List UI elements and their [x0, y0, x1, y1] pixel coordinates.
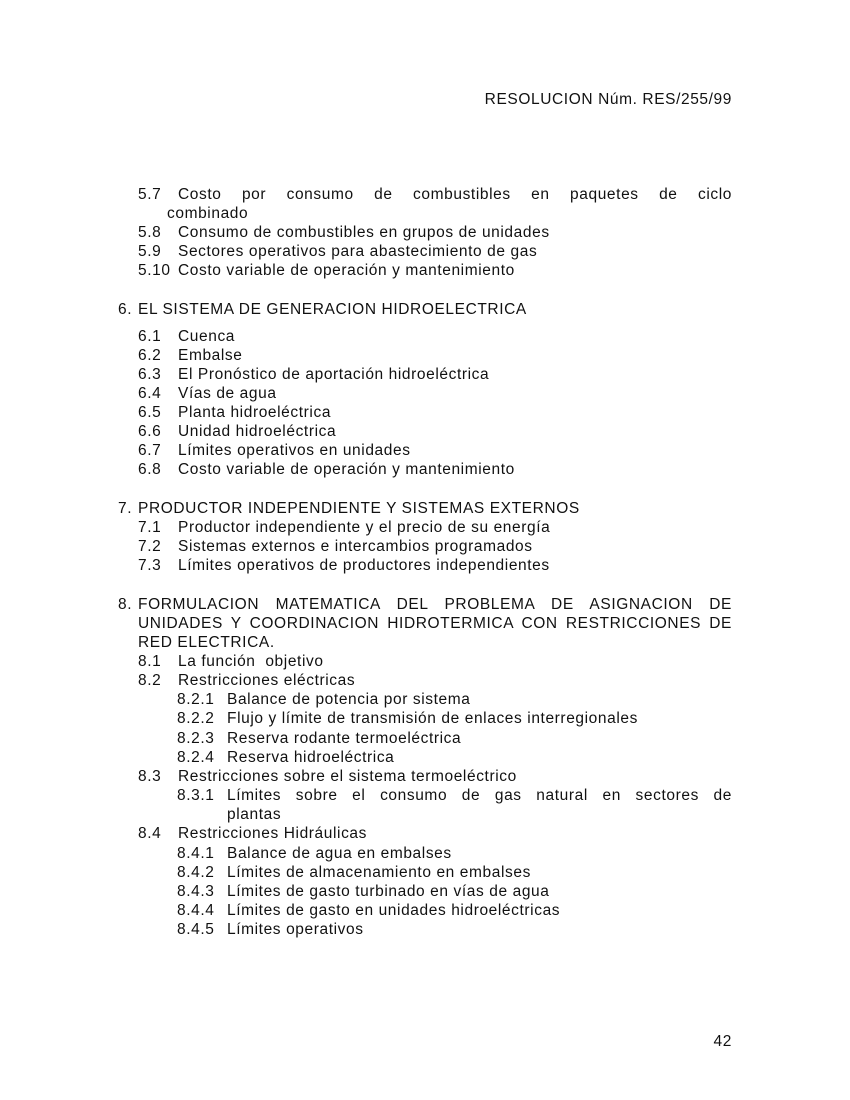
toc-number-8-3-1: 8.3.1 [177, 787, 215, 804]
toc-number-6: 6. [118, 301, 133, 318]
toc-entry-8-2: Restricciones eléctricas [178, 672, 356, 689]
toc-entry-8-3: Restricciones sobre el sistema termoeléctrico [178, 768, 517, 785]
toc-entry-6-7: Límites operativos en unidades [178, 442, 411, 459]
toc-number-8-3: 8.3 [138, 768, 162, 785]
toc-number-7-3: 7.3 [138, 557, 162, 574]
toc-entry-7-3: Límites operativos de productores independientes [178, 557, 550, 574]
toc-number-6-7: 6.7 [138, 442, 162, 459]
toc-entry-8-4-4: Límites de gasto en unidades hidroeléctricas [227, 902, 561, 919]
toc-number-8-2-4: 8.2.4 [177, 749, 215, 766]
toc-entry-8-4: Restricciones Hidráulicas [178, 825, 368, 842]
page-number: 42 [713, 1033, 732, 1050]
toc-entry-6-5: Planta hidroeléctrica [178, 404, 332, 421]
toc-entry-8-4-5: Límites operativos [227, 921, 364, 938]
toc-number-6-2: 6.2 [138, 347, 162, 364]
toc-number-8: 8. [118, 596, 133, 613]
toc-number-7-2: 7.2 [138, 538, 162, 555]
toc-entry-5-7-line1: Costo por consumo de combustibles en paquetes de ciclo [178, 186, 732, 203]
toc-entry-8-2-3: Reserva rodante termoeléctrica [227, 730, 462, 747]
toc-section-6-title: EL SISTEMA DE GENERACION HIDROELECTRICA [138, 301, 527, 318]
toc-entry-8-1: La función objetivo [178, 653, 324, 670]
toc-entry-5-9: Sectores operativos para abastecimiento de gas [178, 243, 538, 260]
toc-number-5-7: 5.7 [138, 186, 162, 203]
toc-number-8-2-1: 8.2.1 [177, 691, 215, 708]
toc-entry-8-4-2: Límites de almacenamiento en embalses [227, 864, 531, 881]
toc-entry-8-3-1-line2: plantas [227, 806, 282, 823]
toc-number-5-10: 5.10 [138, 262, 171, 279]
toc-number-6-5: 6.5 [138, 404, 162, 421]
toc-number-7-1: 7.1 [138, 519, 162, 536]
toc-number-8-4-5: 8.4.5 [177, 921, 215, 938]
toc-section-7-title: PRODUCTOR INDEPENDIENTE Y SISTEMAS EXTERNOS [138, 500, 580, 517]
toc-number-8-4-2: 8.4.2 [177, 864, 215, 881]
toc-entry-8-3-1-line1: Límites sobre el consumo de gas natural en sectores de [227, 787, 732, 804]
toc-entry-6-6: Unidad hidroeléctrica [178, 423, 337, 440]
toc-entry-8-2-4: Reserva hidroeléctrica [227, 749, 395, 766]
toc-entry-6-4: Vías de agua [178, 385, 277, 402]
toc-entry-5-8: Consumo de combustibles en grupos de unidades [178, 224, 550, 241]
toc-number-8-1: 8.1 [138, 653, 162, 670]
toc-entry-5-7-line2: combinado [167, 205, 249, 222]
toc-entry-8-4-3: Límites de gasto turbinado en vías de agua [227, 883, 550, 900]
toc-number-6-3: 6.3 [138, 366, 162, 383]
toc-number-6-6: 6.6 [138, 423, 162, 440]
toc-entry-7-2: Sistemas externos e intercambios programados [178, 538, 533, 555]
toc-entry-7-1: Productor independiente y el precio de su energía [178, 519, 551, 536]
toc-number-8-4: 8.4 [138, 825, 162, 842]
toc-number-5-9: 5.9 [138, 243, 162, 260]
toc-entry-8-2-2: Flujo y límite de transmisión de enlaces interregionales [227, 710, 638, 727]
toc-number-8-4-3: 8.4.3 [177, 883, 215, 900]
toc-number-8-2-2: 8.2.2 [177, 710, 215, 727]
toc-section-8-title-line1: FORMULACION MATEMATICA DEL PROBLEMA DE ASIGNACION DE [138, 596, 732, 613]
toc-number-8-2-3: 8.2.3 [177, 730, 215, 747]
page-header-title: RESOLUCION Núm. RES/255/99 [484, 91, 732, 108]
toc-entry-8-2-1: Balance de potencia por sistema [227, 691, 471, 708]
toc-entry-8-4-1: Balance de agua en embalses [227, 845, 452, 862]
toc-number-8-2: 8.2 [138, 672, 162, 689]
toc-section-8-title-line2: UNIDADES Y COORDINACION HIDROTERMICA CON RESTRICCIONES DE [138, 615, 732, 632]
toc-entry-6-2: Embalse [178, 347, 243, 364]
toc-number-5-8: 5.8 [138, 224, 162, 241]
toc-number-8-4-1: 8.4.1 [177, 845, 215, 862]
toc-entry-6-3: El Pronóstico de aportación hidroeléctrica [178, 366, 490, 383]
toc-entry-6-8: Costo variable de operación y mantenimiento [178, 461, 515, 478]
toc-entry-5-10: Costo variable de operación y mantenimiento [178, 262, 515, 279]
toc-number-6-4: 6.4 [138, 385, 162, 402]
toc-number-6-1: 6.1 [138, 328, 162, 345]
toc-number-7: 7. [118, 500, 133, 517]
toc-number-8-4-4: 8.4.4 [177, 902, 215, 919]
toc-entry-6-1: Cuenca [178, 328, 236, 345]
toc-number-6-8: 6.8 [138, 461, 162, 478]
toc-section-8-title-line3: RED ELECTRICA. [138, 634, 275, 651]
